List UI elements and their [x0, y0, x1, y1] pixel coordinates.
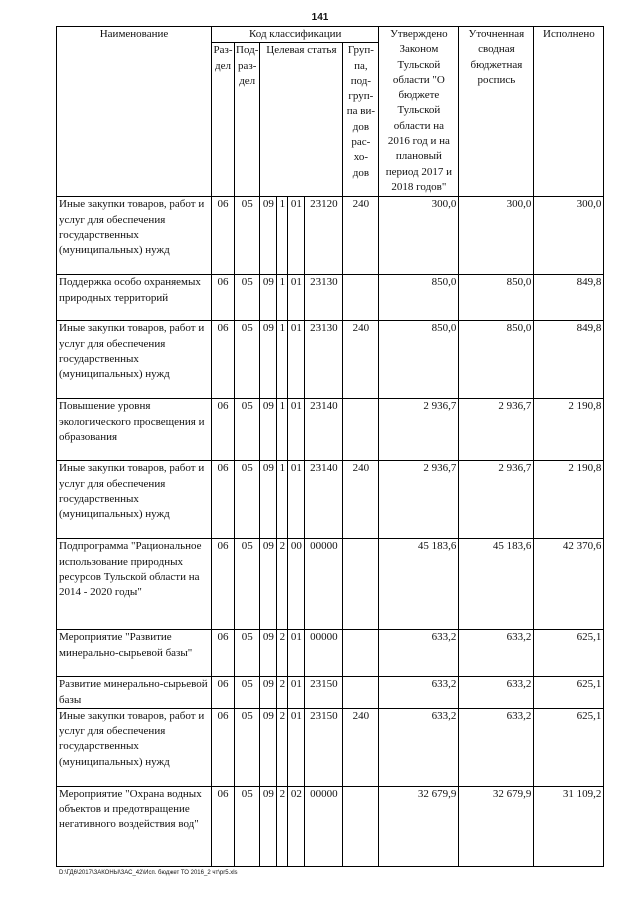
row-cs3: 01 — [288, 708, 305, 786]
table-row — [57, 321, 604, 399]
row-cs3: 01 — [288, 197, 305, 275]
row-refined: 45 183,6 — [459, 539, 534, 630]
row-razdel: 06 — [212, 708, 235, 786]
row-approved: 300,0 — [379, 197, 459, 275]
header-group: Груп- па, под- груп- па ви- дов рас- хо- дов — [343, 43, 379, 197]
row-podrazdel: 05 — [235, 197, 260, 275]
row-cs4: 23150 — [305, 677, 343, 709]
row-vr: 240 — [343, 461, 379, 539]
row-executed: 31 109,2 — [534, 786, 604, 866]
row-executed: 300,0 — [534, 197, 604, 275]
row-refined: 633,2 — [459, 677, 534, 709]
row-cs1: 09 — [260, 275, 277, 321]
table-row — [57, 197, 604, 275]
row-cs2: 1 — [277, 399, 288, 461]
row-podrazdel: 05 — [235, 399, 260, 461]
row-podrazdel: 05 — [235, 677, 260, 709]
row-vr: 240 — [343, 321, 379, 399]
row-refined: 633,2 — [459, 630, 534, 677]
header-refined: Уточненная сводная бюджетная роспись — [459, 27, 534, 197]
row-razdel: 06 — [212, 275, 235, 321]
row-cs3: 01 — [288, 275, 305, 321]
row-executed: 849,8 — [534, 321, 604, 399]
row-podrazdel: 05 — [235, 461, 260, 539]
header-name: Наименование — [57, 27, 212, 197]
row-podrazdel: 05 — [235, 708, 260, 786]
row-razdel: 06 — [212, 630, 235, 677]
row-approved: 633,2 — [379, 630, 459, 677]
row-cs1: 09 — [260, 677, 277, 709]
row-name: Повышение уровня экологического просвещения и образования — [57, 399, 212, 461]
row-podrazdel: 05 — [235, 321, 260, 399]
row-razdel: 06 — [212, 461, 235, 539]
header-target: Целевая статья — [260, 43, 343, 197]
row-cs4: 23140 — [305, 399, 343, 461]
row-approved: 633,2 — [379, 708, 459, 786]
row-podrazdel: 05 — [235, 275, 260, 321]
page-number: 141 — [311, 12, 329, 23]
row-refined: 850,0 — [459, 321, 534, 399]
row-cs4: 23130 — [305, 321, 343, 399]
row-name: Мероприятие "Охрана водных объектов и предотвращение негативного воздействия вод" — [57, 786, 212, 866]
row-cs4: 23150 — [305, 708, 343, 786]
row-name: Поддержка особо охраняемых природных территорий — [57, 275, 212, 321]
row-razdel: 06 — [212, 197, 235, 275]
table-row — [57, 630, 604, 677]
row-approved: 633,2 — [379, 677, 459, 709]
header-executed: Исполнено — [534, 27, 604, 197]
row-executed: 625,1 — [534, 630, 604, 677]
row-podrazdel: 05 — [235, 786, 260, 866]
row-cs4: 23130 — [305, 275, 343, 321]
row-name: Подпрограмма "Рациональное использование природных ресурсов Тульской области на 2014 - 2020 годы" — [57, 539, 212, 630]
row-approved: 32 679,9 — [379, 786, 459, 866]
row-name: Иные закупки товаров, работ и услуг для обеспечения государственных (муниципальных) нужд — [57, 197, 212, 275]
row-name: Иные закупки товаров, работ и услуг для обеспечения государственных (муниципальных) нужд — [57, 321, 212, 399]
table-row — [57, 677, 604, 709]
row-refined: 850,0 — [459, 275, 534, 321]
row-cs2: 1 — [277, 275, 288, 321]
row-cs1: 09 — [260, 197, 277, 275]
row-cs1: 09 — [260, 708, 277, 786]
row-refined: 2 936,7 — [459, 461, 534, 539]
row-cs2: 1 — [277, 461, 288, 539]
row-cs3: 01 — [288, 321, 305, 399]
row-approved: 45 183,6 — [379, 539, 459, 630]
header-code-group: Код классификации — [212, 27, 379, 43]
row-executed: 625,1 — [534, 677, 604, 709]
row-podrazdel: 05 — [235, 630, 260, 677]
footer-path: D:\ГД6\2017\ЗАКОНЫ\ЗАС_42\Исп. бюджет ТО 2016_2 чт\pr5.xls — [59, 870, 238, 876]
row-cs2: 2 — [277, 677, 288, 709]
row-vr — [343, 786, 379, 866]
row-vr — [343, 399, 379, 461]
row-executed: 42 370,6 — [534, 539, 604, 630]
header-row — [57, 27, 604, 43]
row-cs3: 00 — [288, 539, 305, 630]
header-podrazdel: Под- раз- дел — [235, 43, 260, 197]
row-executed: 2 190,8 — [534, 461, 604, 539]
row-cs2: 2 — [277, 708, 288, 786]
row-cs4: 00000 — [305, 786, 343, 866]
row-refined: 32 679,9 — [459, 786, 534, 866]
row-cs4: 23120 — [305, 197, 343, 275]
row-vr — [343, 275, 379, 321]
row-approved: 2 936,7 — [379, 399, 459, 461]
row-executed: 2 190,8 — [534, 399, 604, 461]
row-approved: 2 936,7 — [379, 461, 459, 539]
row-name: Мероприятие "Развитие минерально-сырьевой базы" — [57, 630, 212, 677]
row-cs3: 01 — [288, 677, 305, 709]
row-vr — [343, 539, 379, 630]
table-row — [57, 275, 604, 321]
row-cs1: 09 — [260, 539, 277, 630]
table-row — [57, 786, 604, 866]
row-vr: 240 — [343, 708, 379, 786]
table-row — [57, 708, 604, 786]
row-cs1: 09 — [260, 630, 277, 677]
row-razdel: 06 — [212, 399, 235, 461]
table-body — [57, 27, 604, 867]
row-razdel: 06 — [212, 539, 235, 630]
row-cs1: 09 — [260, 786, 277, 866]
row-name: Развитие минерально-сырьевой базы — [57, 677, 212, 709]
row-cs2: 2 — [277, 630, 288, 677]
table-row — [57, 399, 604, 461]
row-cs3: 01 — [288, 461, 305, 539]
row-cs3: 01 — [288, 399, 305, 461]
row-name: Иные закупки товаров, работ и услуг для обеспечения государственных (муниципальных) нужд — [57, 708, 212, 786]
row-cs3: 01 — [288, 630, 305, 677]
header-approved: Утверждено Законом Тульской области "О бюджете Тульской области на 2016 год и на плановый период 2017 и 2018 годов" — [379, 27, 459, 197]
row-executed: 625,1 — [534, 708, 604, 786]
row-cs1: 09 — [260, 321, 277, 399]
row-razdel: 06 — [212, 677, 235, 709]
row-cs1: 09 — [260, 461, 277, 539]
row-razdel: 06 — [212, 321, 235, 399]
row-cs2: 1 — [277, 321, 288, 399]
row-vr — [343, 630, 379, 677]
row-cs2: 2 — [277, 539, 288, 630]
row-cs2: 2 — [277, 786, 288, 866]
row-podrazdel: 05 — [235, 539, 260, 630]
row-cs3: 02 — [288, 786, 305, 866]
row-cs1: 09 — [260, 399, 277, 461]
row-refined: 633,2 — [459, 708, 534, 786]
row-cs4: 00000 — [305, 630, 343, 677]
row-refined: 2 936,7 — [459, 399, 534, 461]
row-executed: 849,8 — [534, 275, 604, 321]
row-cs2: 1 — [277, 197, 288, 275]
table-row — [57, 461, 604, 539]
row-cs4: 23140 — [305, 461, 343, 539]
budget-table — [56, 26, 604, 867]
row-approved: 850,0 — [379, 275, 459, 321]
row-refined: 300,0 — [459, 197, 534, 275]
row-vr — [343, 677, 379, 709]
table-row — [57, 539, 604, 630]
row-vr: 240 — [343, 197, 379, 275]
row-approved: 850,0 — [379, 321, 459, 399]
header-razdel: Раз- дел — [212, 43, 235, 197]
row-razdel: 06 — [212, 786, 235, 866]
row-cs4: 00000 — [305, 539, 343, 630]
row-name: Иные закупки товаров, работ и услуг для обеспечения государственных (муниципальных) нужд — [57, 461, 212, 539]
